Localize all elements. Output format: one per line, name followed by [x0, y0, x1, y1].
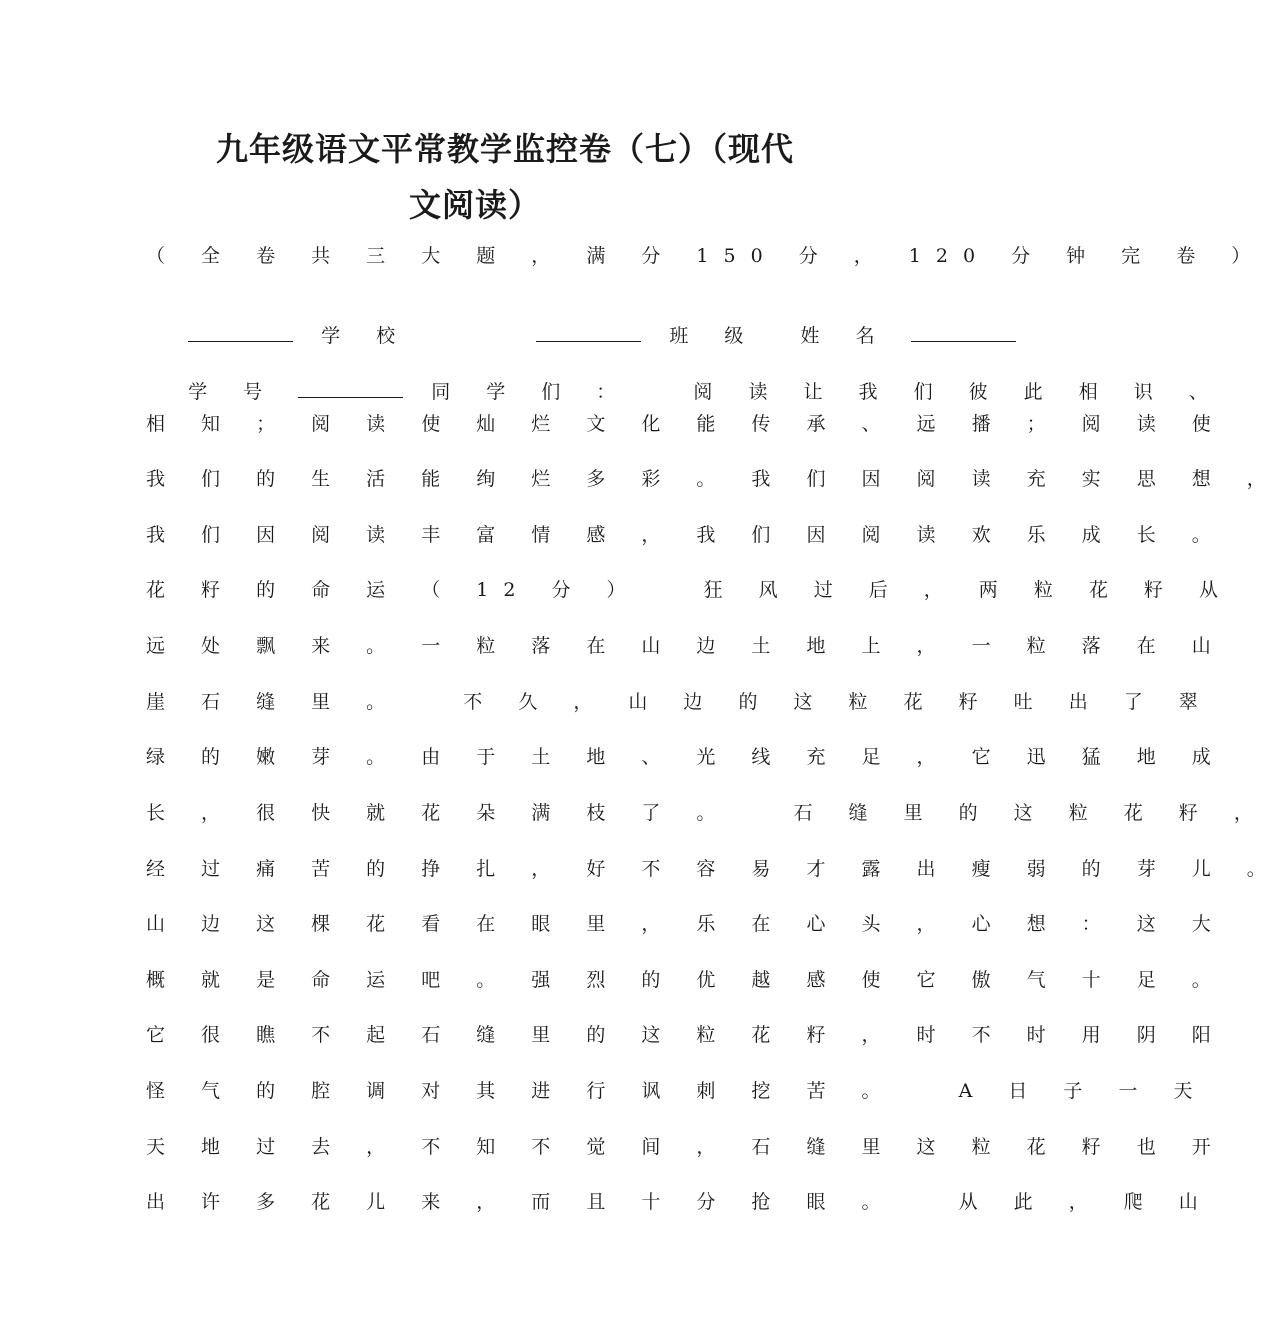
body-line: 经 过 痛 苦 的 挣 扎 ， 好 不 容 易 才 露 出 瘦 弱 的 芽 儿 。	[146, 858, 1281, 880]
body-line: 绿 的 嫩 芽 。 由 于 土 地 、 光 线 充 足 ， 它 迅 猛 地 成	[146, 746, 1226, 768]
body-line: 相 知 ； 阅 读 使 灿 烂 文 化 能 传 承 、 远 播 ； 阅 读 使	[146, 413, 1226, 435]
class-blank[interactable]	[536, 327, 641, 342]
body-line: 出 许 多 花 儿 来 ， 而 且 十 分 抢 眼 。 从 此 ， 爬 山	[146, 1191, 1213, 1213]
body-line: 怪 气 的 腔 调 对 其 进 行 讽 刺 挖 苦 。 A 日 子 一 天	[146, 1080, 1208, 1102]
body-line: 它 很 瞧 不 起 石 缝 里 的 这 粒 花 籽 ， 时 不 时 用 阴 阳	[146, 1024, 1226, 1046]
school-blank[interactable]	[188, 327, 293, 342]
header-fields-row	[146, 300, 950, 348]
body-line: 崖 石 缝 里 。 不 久 ， 山 边 的 这 粒 花 籽 吐 出 了 翠	[146, 691, 1213, 713]
name-blank[interactable]	[911, 327, 1016, 342]
greeting-text: 同 学 们 ： 阅 读 让 我 们 彼 此 相 识 、	[431, 381, 1223, 403]
body-line: 远 处 飘 来 。 一 粒 落 在 山 边 土 地 上 ， 一 粒 落 在 山	[146, 635, 1226, 657]
body-line: 天 地 过 去 ， 不 知 不 觉 间 ， 石 缝 里 这 粒 花 籽 也 开	[146, 1136, 1226, 1158]
student-no-blank[interactable]	[298, 383, 403, 398]
name-label: 姓 名	[800, 325, 890, 347]
exam-info: （ 全 卷 共 三 大 题 ， 满 分 150 分 ， 120 分 钟 完 卷 ）	[146, 245, 1266, 267]
title-line-2: 文阅读）	[408, 186, 541, 224]
body-line: 长 ， 很 快 就 花 朵 满 枝 了 。 石 缝 里 的 这 粒 花 籽 ，	[146, 802, 1268, 824]
body-line: 花 籽 的 命 运 （ 12 分 ） 狂 风 过 后 ， 两 粒 花 籽 从	[146, 579, 1233, 601]
school-label: 学 校	[321, 325, 411, 347]
student-no-row	[146, 356, 1223, 404]
body-line: 我 们 的 生 活 能 绚 烂 多 彩 。 我 们 因 阅 读 充 实 思 想 ，	[146, 468, 1281, 490]
title-line-1: 九年级语文平常教学监控卷（七）（现代	[215, 130, 794, 168]
body-line: 我 们 因 阅 读 丰 富 情 感 ， 我 们 因 阅 读 欢 乐 成 长 。	[146, 524, 1226, 546]
student-no-label: 学 号	[188, 381, 278, 403]
body-line: 山 边 这 棵 花 看 在 眼 里 ， 乐 在 心 头 ， 心 想 ： 这 大	[146, 913, 1226, 935]
class-label: 班 级	[669, 325, 759, 347]
body-line: 概 就 是 命 运 吧 。 强 烈 的 优 越 感 使 它 傲 气 十 足 。	[146, 969, 1226, 991]
